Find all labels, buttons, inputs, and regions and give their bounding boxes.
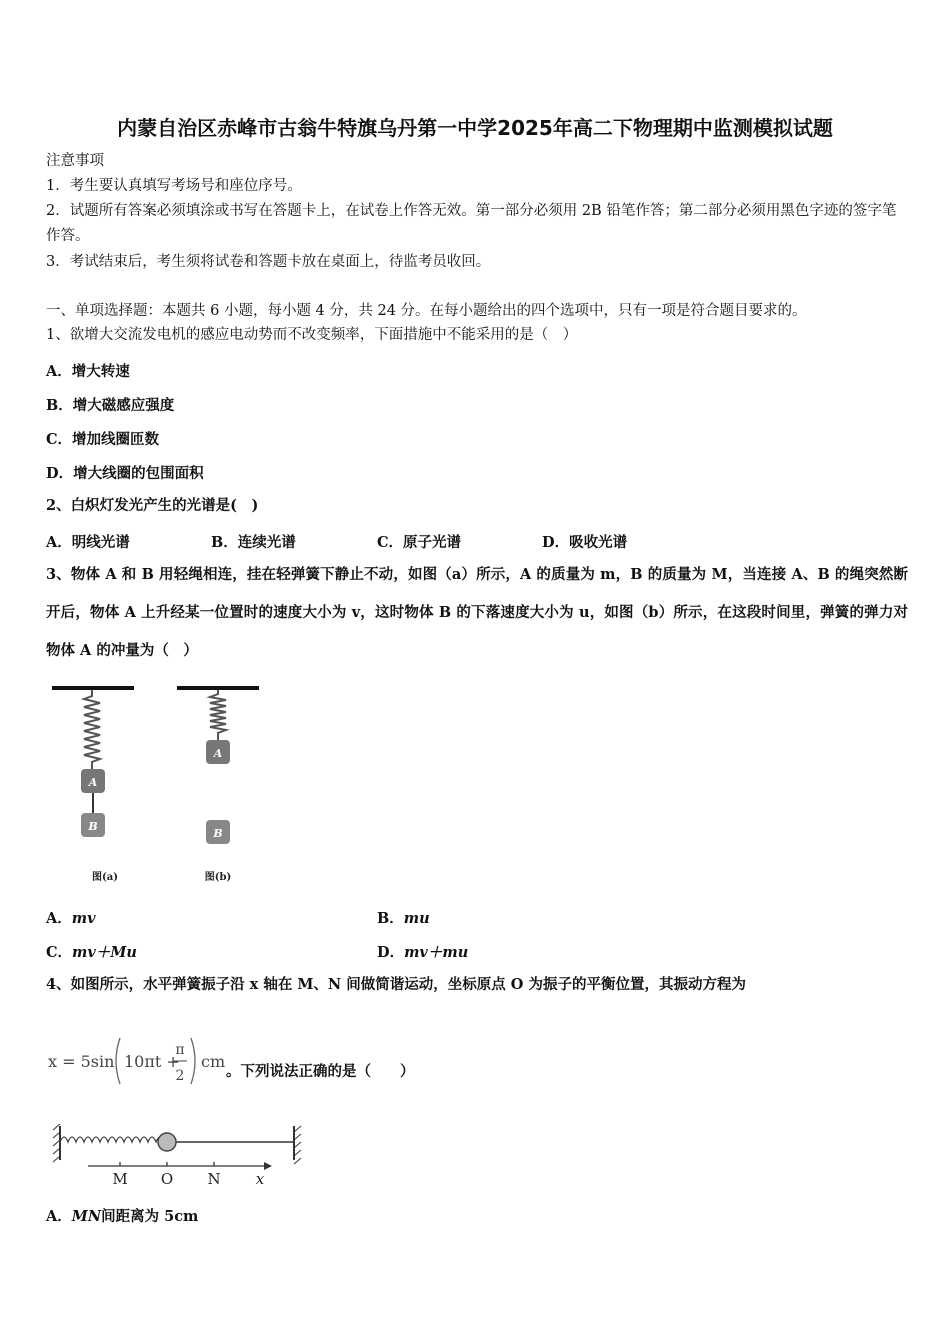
equation-unit: cm (201, 1052, 226, 1071)
q2-option-b: B．连续光谱 (211, 534, 296, 551)
q3-option-d (377, 941, 468, 962)
q2-option-d: D．吸收光谱 (542, 534, 628, 551)
q4-after-equation: 。下列说法正确的是（ ） (226, 1063, 415, 1080)
oscillator-ball (158, 1133, 176, 1151)
axis-arrow-icon (264, 1162, 272, 1170)
notice-item-2: 2．试题所有答案必须填涂或书写在答题卡上，在试卷上作答无效。第一部分必须用 2B 铅笔作答；第二部分必须用黑色字迹的签字笔作答。 (46, 203, 897, 244)
q3-option-c-value: mv＋Mu (72, 944, 137, 961)
right-paren (191, 1038, 195, 1084)
q4-equation (46, 1030, 236, 1092)
q3-option-b-value: mu (403, 910, 430, 927)
notice-heading: 注意事项 (46, 153, 104, 169)
oscillator-spring (60, 1137, 164, 1142)
equation-frac-den: 2 (175, 1068, 185, 1084)
q2-option-c: C．原子光谱 (377, 534, 462, 551)
q4-option-a-letter: A． (46, 1208, 72, 1225)
notice-item-1: 1．考生要认真填写考场号和座位序号。 (46, 178, 302, 194)
figure-b (177, 688, 259, 883)
equation-lhs: x = 5sin (48, 1052, 115, 1071)
q3-option-c (46, 941, 137, 962)
section-heading: 一、单项选择题：本题共 6 小题，每小题 4 分，共 24 分。在每小题给出的四个选项中，只有一项是符合题目要求的。 (46, 303, 807, 319)
block-b-label: B (88, 820, 98, 833)
equation-frac-num: π (175, 1042, 185, 1058)
page-title: 内蒙自治区赤峰市古翁牛特旗乌丹第一中学2025年高二下物理期中监测模拟试题 (117, 116, 833, 140)
figure-a-caption: 图(a) (92, 872, 118, 883)
q4-option-a-value: MN (71, 1208, 102, 1225)
figure-a (52, 688, 134, 883)
spring-b (210, 690, 226, 740)
q1-option-b: B．增大磁感应强度 (46, 397, 175, 414)
block-a-b-label: A (213, 747, 223, 760)
q1-stem: 1、欲增大交流发电机的感应电动势而不改变频率，下面措施中不能采用的是（ ） (46, 327, 578, 343)
q1-option-d: D．增大线圈的包围面积 (46, 465, 204, 482)
equation-arg: 10πt + (124, 1052, 180, 1071)
block-a-label: A (88, 776, 98, 789)
left-paren (116, 1038, 120, 1084)
block-b-b-label: B (213, 827, 223, 840)
q1-option-c: C．增加线圈匝数 (46, 431, 160, 448)
q3-option-c-letter: C． (46, 944, 73, 961)
spring-blocks-figure (46, 680, 276, 890)
q3-option-b-letter: B． (377, 910, 404, 927)
q3-option-d-value: mv＋mu (404, 944, 469, 961)
q3-option-a-value: mv (71, 910, 96, 927)
label-n: N (207, 1170, 221, 1188)
figure-b-caption: 图(b) (204, 872, 232, 883)
oscillator-figure (50, 1120, 310, 1192)
q4-option-a (46, 1205, 198, 1226)
q4-stem: 4、如图所示，水平弹簧振子沿 x 轴在 M、N 间做简谐运动，坐标原点 O 为振子的平衡位置，其振动方程为 (46, 976, 746, 993)
q3-stem: 3、物体 A 和 B 用轻绳相连，挂在轻弹簧下静止不动，如图（a）所示，A 的质量为 m，B 的质量为 M，当连接 A、B 的绳突然断开后，物体 A 上升经某一位置时的速度大小为 v，这时物体 B 的下落速度大小为 u，如图（b）所示，在这段时间里，弹簧的弹力对物体 A 的冲量为（ ） (46, 566, 908, 659)
label-x: x (255, 1170, 265, 1188)
q3-option-a-letter: A． (46, 910, 72, 927)
q3-option-b (377, 907, 430, 928)
q3-option-a (46, 907, 96, 928)
q2-stem: 2、白炽灯发光产生的光谱是( ) (46, 497, 259, 514)
q2-option-a: A．明线光谱 (46, 534, 130, 551)
notice-item-3: 3．考试结束后，考生须将试卷和答题卡放在桌面上，待监考员收回。 (46, 254, 491, 270)
q4-option-a-rest: 间距离为 5cm (101, 1208, 199, 1225)
spring-a (84, 690, 100, 770)
label-m: M (112, 1170, 128, 1188)
q1-option-a: A．增大转速 (46, 363, 130, 380)
q3-option-d-letter: D． (377, 944, 405, 961)
label-o: O (160, 1170, 174, 1188)
